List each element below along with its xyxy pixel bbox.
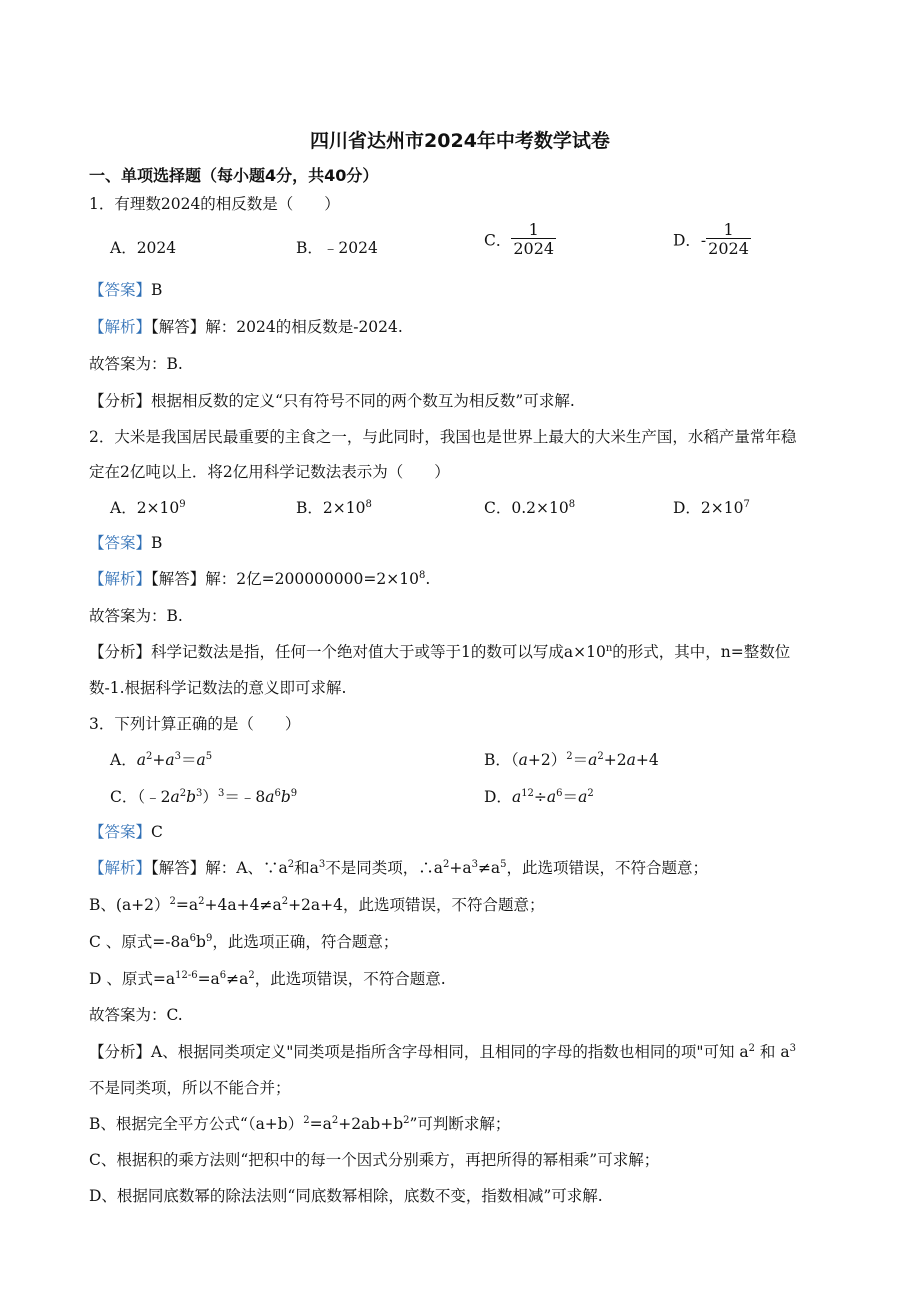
- q1-option-b: B．﹣2024: [296, 239, 378, 257]
- text: ≠a: [226, 970, 249, 988]
- q3-note-a: [89, 1040, 796, 1062]
- q1-option-c-fraction: [511, 222, 556, 257]
- text: B、(a+2）: [89, 896, 170, 914]
- note-text: 的形式，其中，n=整数位: [612, 643, 791, 661]
- exponent: 9: [179, 499, 186, 510]
- q1-conclusion: 故答案为：B.: [89, 355, 183, 373]
- answer-tag: 【答案】: [89, 534, 152, 552]
- text: 和 a: [755, 1043, 790, 1061]
- text: 【解答】解：A、∵a: [151, 859, 288, 877]
- q1-note: 【分析】根据相反数的定义“只有符号不同的两个数互为相反数”可求解.: [89, 392, 575, 410]
- text: =a: [309, 1115, 332, 1133]
- numerator: 1: [528, 220, 539, 239]
- exp: 6: [219, 970, 227, 981]
- q1-answer: [89, 278, 162, 300]
- note-text: 【分析】科学记数法是指，任何一个绝对值大于或等于1的数可以写成a×10: [89, 643, 606, 661]
- answer-value: C: [151, 823, 163, 841]
- option-text: C．0.2×10: [484, 499, 569, 517]
- q3-note-d: D、根据同底数幂的除法法则“同底数幂相除，底数不变，指数相减”可求解.: [89, 1187, 603, 1205]
- analysis-tag: 【解析】: [89, 318, 152, 336]
- solution-text: 【解答】解：2024的相反数是-2024.: [151, 318, 403, 336]
- exp: 2: [331, 1115, 339, 1126]
- q1-option-c-label: C．: [484, 231, 512, 250]
- text: 【分析】A、根据同类项定义"同类项是指所含字母相同，且相同的字母的指数也相同的项"可知 a: [89, 1043, 749, 1061]
- q3-solution-c: [89, 930, 398, 952]
- exponent: n: [605, 643, 613, 654]
- q2-option-c: [484, 496, 575, 518]
- exp: 2: [748, 1043, 755, 1054]
- answer-tag: 【答案】: [89, 281, 152, 299]
- q2-option-d: [673, 496, 750, 518]
- text: ≠a: [477, 859, 501, 877]
- q2-option-a: [110, 496, 186, 518]
- q1-option-a: A．2024: [110, 239, 177, 257]
- q2-solution: [89, 567, 430, 589]
- exp: 9: [205, 933, 213, 944]
- text: +2a+4，此选项错误，不符合题意；: [288, 896, 545, 914]
- text: b: [196, 933, 206, 951]
- q3-solution-a: [89, 856, 708, 878]
- exp: 2: [287, 859, 295, 870]
- q1-option-c: [484, 222, 556, 257]
- exp: 2: [169, 896, 176, 907]
- q3-option-a: A．$a^2+a^3=a^5$: [110, 751, 213, 769]
- exp: 12-6: [175, 970, 198, 981]
- q2-stem-line2: 定在2亿吨以上．将2亿用科学记数法表示为（ ）: [89, 463, 450, 481]
- exponent: 8: [365, 499, 372, 510]
- option-text: B．2×10: [296, 499, 366, 517]
- text: C 、原式=-8a: [89, 933, 190, 951]
- exp: 2: [303, 1115, 310, 1126]
- exp: 2: [403, 1115, 410, 1126]
- numerator: 1: [723, 220, 734, 239]
- answer-value: B: [151, 281, 163, 299]
- text: 不是同类项，∴a: [325, 859, 443, 877]
- exp: 6: [189, 933, 196, 944]
- q1-option-d-fraction: [706, 222, 751, 257]
- q3-solution-d: [89, 967, 446, 989]
- denominator: 2024: [513, 239, 555, 258]
- q2-note-line1: [89, 640, 790, 662]
- q2-conclusion: 故答案为：B.: [89, 607, 183, 625]
- text: B、根据完全平方公式“（a+b）: [89, 1115, 304, 1133]
- text: +2ab+b: [338, 1115, 404, 1133]
- q1-option-d-label: D．-: [673, 231, 707, 250]
- section-heading: 一、单项选择题（每小题4分，共40分）: [89, 166, 379, 185]
- exponent: 8: [418, 570, 426, 581]
- q1-stem: 1．有理数2024的相反数是（ ）: [89, 195, 340, 213]
- exp: 3: [318, 859, 326, 870]
- analysis-tag: 【解析】: [89, 570, 152, 588]
- text: +4a+4≠a: [204, 896, 282, 914]
- exponent: 7: [743, 499, 750, 510]
- text: =a: [197, 970, 220, 988]
- exp: 2: [281, 896, 289, 907]
- q3-answer: [89, 820, 163, 842]
- text: ，此选项正确，符合题意；: [212, 933, 399, 951]
- text: ”可判断求解；: [409, 1115, 511, 1133]
- exp: 2: [248, 970, 255, 981]
- exp: 3: [471, 859, 478, 870]
- q3-stem: 3．下列计算正确的是（ ）: [89, 715, 301, 733]
- q3-note-a-cont: 不是同类项，所以不能合并；: [89, 1079, 291, 1097]
- q2-answer: [89, 531, 162, 553]
- answer-tag: 【答案】: [89, 823, 152, 841]
- text: D 、原式=a: [89, 970, 176, 988]
- q3-note-c: C、根据积的乘方法则“把积中的每一个因式分别乘方，再把所得的幂相乘”可求解；: [89, 1151, 660, 1169]
- option-text: D．2×10: [673, 499, 744, 517]
- exp: 5: [500, 859, 507, 870]
- q2-note-line2: 数-1.根据科学记数法的意义即可求解.: [89, 679, 347, 697]
- exp: 3: [789, 1043, 796, 1054]
- text: ，此选项错误，不符合题意；: [506, 859, 709, 877]
- exp: 2: [442, 859, 450, 870]
- solution-end: .: [425, 570, 431, 588]
- answer-value: B: [151, 534, 163, 552]
- exponent: 8: [568, 499, 576, 510]
- analysis-tag: 【解析】: [89, 859, 152, 877]
- option-text: A．2×10: [110, 499, 180, 517]
- text: 和a: [294, 859, 319, 877]
- solution-text: 【解答】解：2亿=200000000=2×10: [151, 570, 419, 588]
- text: ，此选项错误，不符合题意.: [254, 970, 446, 988]
- text: =a: [175, 896, 199, 914]
- q3-conclusion: 故答案为：C.: [89, 1006, 183, 1024]
- q2-stem-line1: 2．大米是我国居民最重要的主食之一，与此同时，我国也是世界上最大的大米生产国，水稻产量常年稳: [89, 428, 797, 446]
- text: +a: [449, 859, 472, 877]
- q3-option-b: B．$(a+2)^2=a^2+2a+4$: [484, 751, 659, 769]
- q1-option-d: [673, 222, 751, 257]
- q3-solution-b: [89, 893, 545, 915]
- exp: 2: [198, 896, 205, 907]
- denominator: 2024: [708, 239, 749, 258]
- q3-option-d: D．$a^{12}\div a^6=a^2$: [484, 788, 594, 806]
- q1-solution: [89, 315, 403, 337]
- q3-note-b: [89, 1112, 510, 1134]
- page-title: 四川省达州市2024年中考数学试卷: [310, 130, 610, 152]
- q3-option-c: C．$(﹣2a^2b^3)^3=﹣8a^6b^9$: [110, 788, 298, 806]
- q2-option-b: [296, 496, 372, 518]
